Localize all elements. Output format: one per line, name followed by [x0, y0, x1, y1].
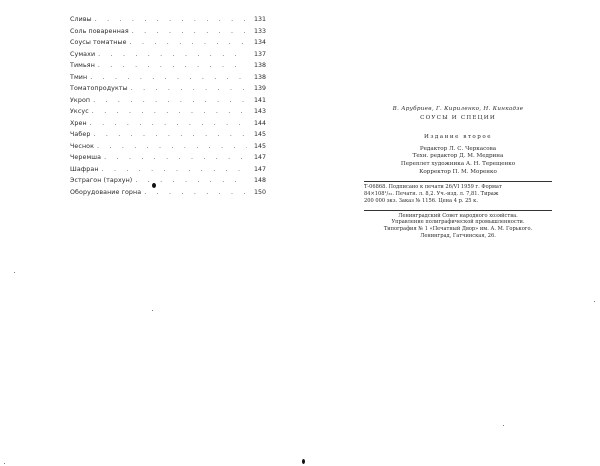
toc-entry [70, 14, 266, 26]
toc-entry-title: Оборудование горна [70, 188, 142, 196]
toc-entry [70, 164, 266, 176]
toc-entry-page: 141 [253, 96, 266, 104]
toc-entry [70, 95, 266, 107]
toc-dot-leader [98, 60, 247, 72]
publisher-line: Ленинградский Совет народного хозяйства. [398, 212, 518, 219]
toc-entry-title: Уксус [70, 108, 89, 115]
staff-tech-editor: Техн. редактор Д. М. Медрина [412, 153, 504, 160]
toc-dot-leader [90, 72, 247, 84]
toc-dot-leader [95, 14, 247, 26]
toc-entry-title: Тмин [70, 73, 88, 81]
ink-dot [152, 183, 156, 188]
toc-entry-page: 145 [253, 142, 266, 150]
publisher-line: Управление полиграфической промышленности. [391, 219, 525, 226]
toc-dot-leader [144, 187, 247, 199]
toc-entry [70, 129, 266, 141]
toc-entry [70, 187, 266, 199]
toc-entry [70, 37, 266, 49]
toc-entry-title: Шафран [70, 165, 99, 173]
toc-entry-title: Соусы томатные [70, 39, 127, 46]
toc-entry-page: 139 [253, 85, 266, 92]
toc-entry-page: 148 [253, 177, 266, 184]
staff-proofreader: Корректор П. М. Моренко [419, 168, 497, 175]
authors: В. Арубриев, Г. Кириленко, Н. Кинкадзе [392, 106, 524, 112]
toc-entry-title: Чабер [70, 131, 91, 138]
toc-entry-page: 145 [253, 131, 266, 138]
ink-dot [302, 459, 305, 464]
colophon [364, 106, 552, 240]
toc-dot-leader [104, 152, 247, 164]
toc-entry-title: Чеснок [70, 142, 95, 150]
toc-dot-leader [93, 129, 247, 141]
print-details [364, 184, 552, 204]
toc-entry-page: 150 [253, 188, 266, 196]
toc-entry [70, 141, 266, 153]
toc-entry-page: 147 [253, 165, 266, 173]
toc-entry-title: Укроп [70, 96, 91, 104]
toc-entry-title: Соль поваренная [70, 27, 129, 35]
speck [14, 272, 15, 273]
toc-entry [70, 60, 266, 72]
edition: Издание второе [423, 134, 493, 141]
toc-entry-title: Тимьян [70, 62, 95, 69]
toc-entry-title: Сумахи [70, 50, 96, 58]
table-of-contents [70, 14, 266, 198]
toc-entry [70, 175, 266, 187]
speck [503, 425, 504, 426]
publisher-line: Типография № 1 «Печатный Двор» им. А. М. Горького. [383, 226, 533, 233]
toc-dot-leader [132, 26, 247, 38]
toc-entry [70, 106, 266, 118]
toc-entry-title: Хрен [70, 119, 87, 127]
toc-entry-page: 137 [253, 50, 266, 58]
divider-rule [364, 210, 552, 211]
divider-rule [364, 181, 552, 182]
print-line: 200 000 экз. Заказ № 1156. Цена 4 р. 25 к. [364, 197, 478, 204]
toc-entry [70, 83, 266, 95]
toc-dot-leader [97, 141, 247, 153]
book-title: СОУСЫ И СПЕЦИИ [420, 114, 496, 121]
print-line: Т-06868. Подписано к печати 26/VI 1959 г. Формат [364, 184, 502, 191]
toc-dot-leader [90, 118, 247, 130]
publisher-details [364, 213, 552, 240]
toc-entry-title: Сливы [70, 16, 92, 23]
toc-entry-page: 131 [253, 16, 266, 23]
toc-entry-page: 144 [253, 119, 266, 127]
toc-dot-leader [93, 95, 247, 107]
toc-entry [70, 49, 266, 61]
toc-dot-leader [98, 49, 247, 61]
toc-entry [70, 118, 266, 130]
toc-entry-page: 134 [253, 39, 266, 46]
toc-entry-page: 138 [253, 73, 266, 81]
toc-entry-page: 143 [253, 108, 266, 115]
toc-entry [70, 26, 266, 38]
speck [4, 463, 5, 464]
toc-dot-leader [131, 83, 247, 95]
speck [152, 310, 153, 311]
toc-entry-page: 147 [253, 154, 266, 161]
toc-dot-leader [102, 164, 247, 176]
staff-binding-artist: Переплет художника А. Н. Терещенко [400, 160, 516, 167]
print-line: 84×108¹/₃₂. Печатн. л. 8,2. Уч.-изд. л. 7,81. Тираж [364, 190, 499, 197]
toc-dot-leader [130, 37, 247, 49]
toc-entry-title: Эстрагон (тархун) [70, 177, 133, 184]
toc-dot-leader [92, 106, 247, 118]
speck [594, 301, 595, 302]
publisher-line: Ленинград, Гатчинская, 26. [420, 232, 496, 239]
toc-entry [70, 72, 266, 84]
staff-editor: Редактор Л. С. Чеpкасова [419, 145, 497, 152]
toc-entry-title: Черемша [70, 154, 102, 161]
toc-entry-title: Томатопродукты [70, 85, 128, 92]
toc-entry-page: 133 [253, 27, 266, 35]
toc-entry [70, 152, 266, 164]
toc-entry-page: 138 [253, 62, 266, 69]
